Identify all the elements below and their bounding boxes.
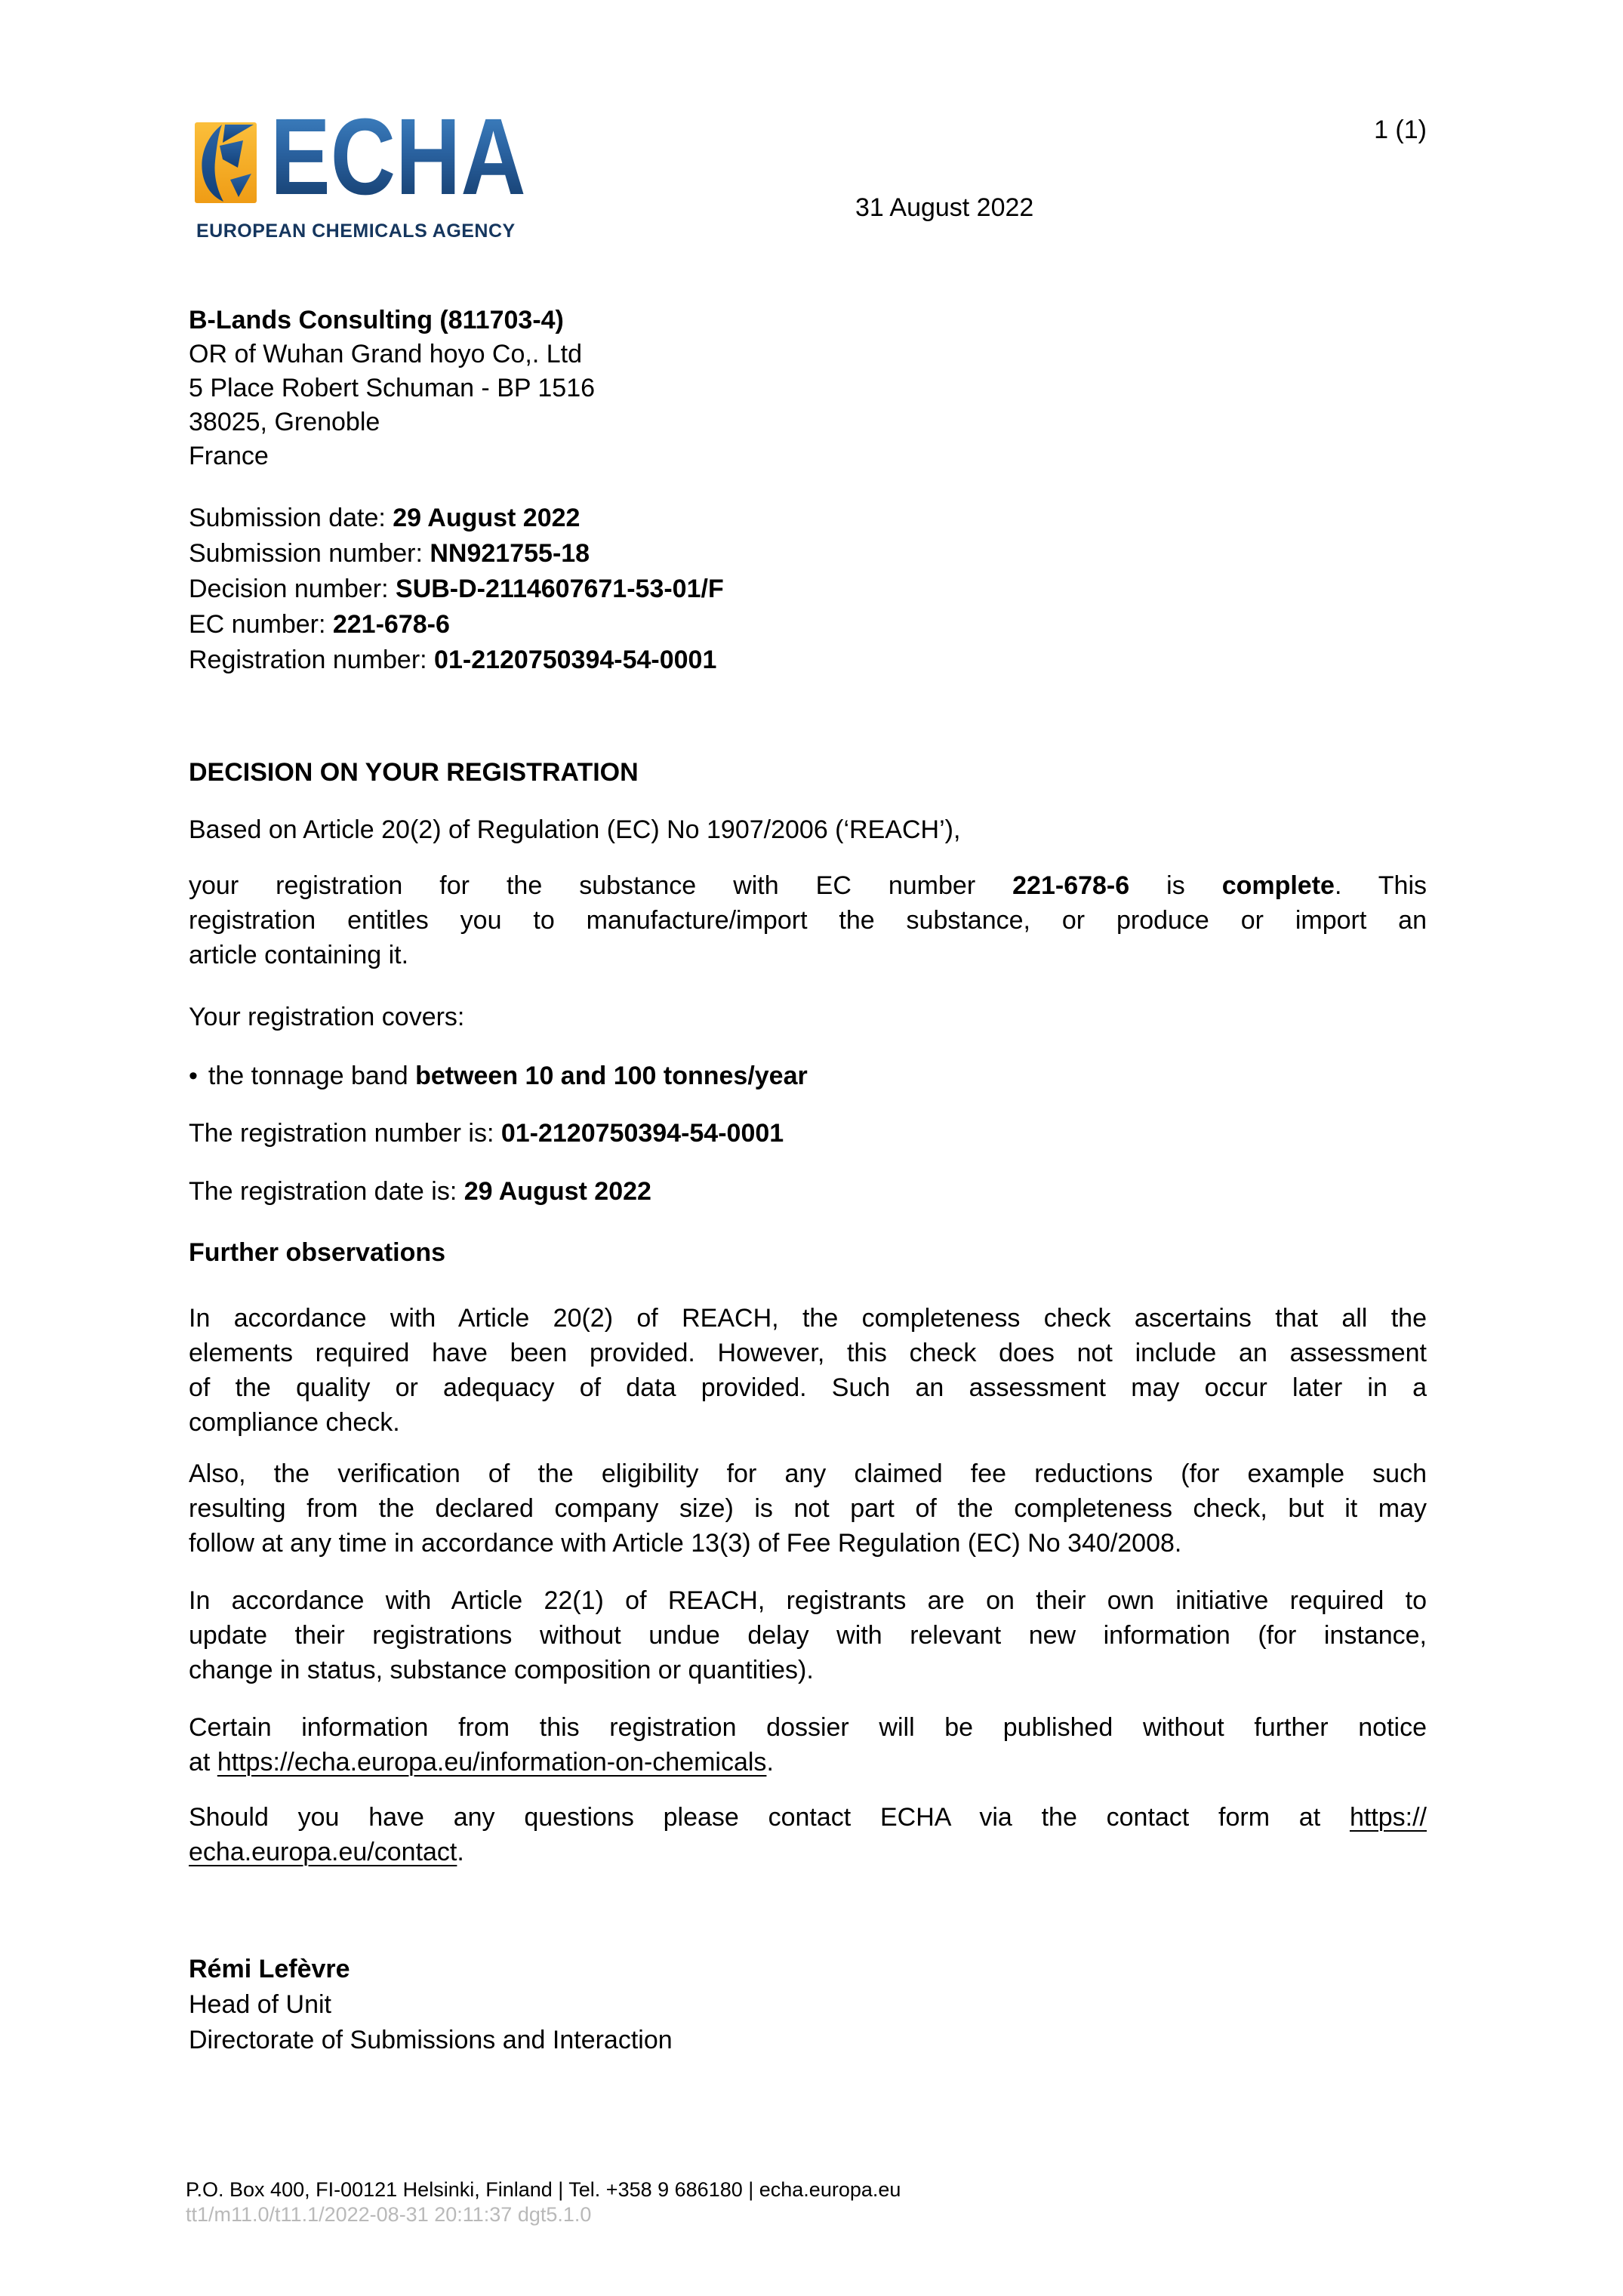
intro-line: Based on Article 20(2) of Regulation (EC) No 1907/2006 (‘REACH’),: [189, 815, 961, 844]
tonnage-text: the tonnage band: [208, 1062, 416, 1090]
covers-label: Your registration covers:: [189, 1003, 465, 1031]
signature-department: Directorate of Submissions and Interaction: [189, 2026, 673, 2054]
registration-date-label: The registration date is:: [189, 1177, 464, 1206]
recipient-block: [189, 304, 1427, 473]
bullet-icon: •: [189, 1062, 198, 1090]
paragraph-complete: [189, 868, 1427, 972]
paragraph-fee-reductions: [189, 1456, 1427, 1561]
meta-value: 29 August 2022: [393, 504, 581, 532]
letter-date: 31 August 2022: [855, 193, 1034, 222]
registration-number-value: 01-2120750394-54-0001: [500, 1119, 784, 1148]
decision-heading: DECISION ON YOUR REGISTRATION: [189, 758, 639, 787]
registration-number-label: The registration number is:: [189, 1119, 501, 1148]
paragraph-line: change in status, substance composition or quantities).: [189, 1656, 814, 1684]
paragraph-line: of the quality or adequacy of data provided. Such an assessment may occur later in a: [189, 1373, 1427, 1402]
letter-body: [189, 304, 1427, 2058]
meta-value: NN921755-18: [430, 539, 590, 568]
link-contact-form-end[interactable]: echa.europa.eu/contact: [189, 1838, 457, 1866]
link-contact-form-start[interactable]: https://: [1349, 1803, 1427, 1832]
echa-logo-icon: [195, 122, 257, 203]
text-run: at: [189, 1748, 217, 1777]
meta-label: Submission number:: [189, 539, 430, 568]
text-run: Should you have any questions please contact ECHA via the contact form at: [189, 1803, 1350, 1832]
further-observations-heading: Further observations: [189, 1238, 446, 1267]
recipient-address-line: 5 Place Robert Schuman - BP 1516: [189, 374, 596, 402]
paragraph-line: [189, 1835, 1427, 1869]
registration-date-line: [189, 1174, 1427, 1209]
paragraph-line: update their registrations without undue delay with relevant new information (for instance,: [189, 1621, 1427, 1650]
meta-label: Decision number:: [189, 575, 396, 603]
paragraph-line: elements required have been provided. However, this check does not include an assessment: [189, 1339, 1427, 1367]
text-run: is: [1129, 871, 1222, 900]
echa-logo-row: [195, 96, 617, 217]
ec-number-value: 221-678-6: [1012, 871, 1130, 900]
footer-code-line: tt1/m11.0/t11.1/2022-08-31 20:11:37 dgt5.1.0: [186, 2203, 592, 2226]
echa-logo-subtitle: EUROPEAN CHEMICALS AGENCY: [196, 220, 516, 242]
link-information-on-chemicals[interactable]: https://echa.europa.eu/information-on-chemicals: [217, 1748, 767, 1777]
recipient-address-line: 38025, Grenoble: [189, 408, 380, 436]
paragraph-line: article containing it.: [189, 941, 409, 969]
paragraph-line: In accordance with Article 22(1) of REACH, registrants are on their own initiative required to: [189, 1586, 1427, 1615]
paragraph-line: [189, 1745, 1427, 1780]
tonnage-bullet-item: [189, 1059, 1427, 1093]
signature-block: [189, 1952, 1427, 2058]
registration-number-line: [189, 1116, 1427, 1151]
echa-logo: [195, 96, 617, 251]
footer-contact-line: P.O. Box 400, FI-00121 Helsinki, Finland | Tel. +358 9 686180 | echa.europa.eu: [186, 2178, 901, 2201]
recipient-name: B-Lands Consulting (811703-4): [189, 306, 564, 334]
meta-row-submission-date: [189, 501, 1427, 536]
paragraph-line: In accordance with Article 20(2) of REACH, the completeness check ascertains that all the: [189, 1304, 1427, 1333]
paragraph-publication: [189, 1710, 1427, 1780]
paragraph-line: follow at any time in accordance with Article 13(3) of Fee Regulation (EC) No 340/2008.: [189, 1529, 1182, 1558]
registration-date-value: 29 August 2022: [463, 1177, 651, 1206]
tonnage-band-value: between 10 and 100 tonnes/year: [415, 1062, 808, 1090]
paragraph-line: resulting from the declared company size) is not part of the completeness check, but it may: [189, 1494, 1427, 1523]
paragraph-line: Certain information from this registration dossier will be published without further notice: [189, 1713, 1427, 1742]
submission-meta: [189, 501, 1427, 678]
signature-name: Rémi Lefèvre: [189, 1955, 350, 1983]
complete-status: complete: [1221, 871, 1335, 900]
text-run: your registration for the substance with EC number: [189, 871, 1013, 900]
text-run: .: [766, 1748, 774, 1777]
meta-row-decision-number: [189, 572, 1427, 607]
recipient-address-line: France: [189, 442, 269, 470]
paragraph-update-obligation: [189, 1583, 1427, 1687]
meta-row-registration-number: [189, 643, 1427, 678]
meta-value: SUB-D-2114607671-53-01/F: [396, 575, 724, 603]
text-run: .: [457, 1838, 464, 1866]
paragraph-line: Also, the verification of the eligibility for any claimed fee reductions (for example such: [189, 1459, 1427, 1488]
meta-value: 01-2120750394-54-0001: [434, 646, 717, 674]
meta-row-ec-number: [189, 607, 1427, 643]
page-footer: [186, 2177, 901, 2227]
paragraph-line: registration entitles you to manufacture/import the substance, or produce or import an: [189, 906, 1427, 935]
echa-wordmark: ECHA: [270, 96, 526, 217]
text-run: . This: [1334, 871, 1427, 900]
paragraph-line: [189, 868, 1427, 903]
meta-label: Submission date:: [189, 504, 393, 532]
signature-role: Head of Unit: [189, 1990, 331, 2019]
paragraph-contact: [189, 1800, 1427, 1869]
meta-row-submission-number: [189, 536, 1427, 572]
paragraph-line: [189, 1800, 1427, 1835]
meta-label: Registration number:: [189, 646, 435, 674]
meta-value: 221-678-6: [332, 610, 450, 639]
paragraph-line: compliance check.: [189, 1408, 400, 1437]
meta-label: EC number:: [189, 610, 333, 639]
paragraph-completeness-check: [189, 1301, 1427, 1440]
recipient-address-line: OR of Wuhan Grand hoyo Co,. Ltd: [189, 340, 582, 368]
page-number: 1 (1): [1374, 116, 1427, 144]
